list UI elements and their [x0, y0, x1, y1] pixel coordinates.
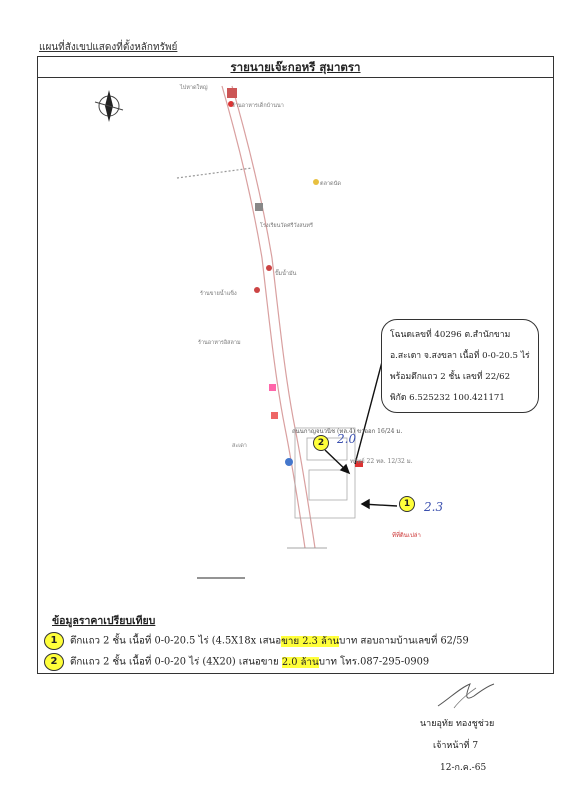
- map-label: สะเดา: [232, 443, 247, 449]
- signature-mark: [430, 678, 500, 714]
- comparison-badge: 2: [44, 653, 64, 671]
- side-road: [177, 168, 252, 178]
- price-highlight: 2.0 ล้าน: [281, 656, 319, 668]
- price-highlight: ขาย 2.3 ล้าน: [281, 635, 340, 647]
- comparison-text: ตึกแถว 2 ชั้น เนื้อที่ 0-0-20 ไร่ (4X20) เสนอขาย: [70, 656, 282, 668]
- callout-line: พร้อมตึกแถว 2 ชั้น เลขที่ 22/62: [390, 372, 511, 382]
- comparison-row-1: [44, 632, 469, 650]
- map-title-bar: [37, 56, 554, 78]
- map-label: ตลาดนัด: [320, 181, 341, 187]
- map-marker-2: 2: [313, 435, 329, 451]
- callout-line: อ.สะเดา จ.สงขลา เนื้อที่ 0-0-20.5 ไร่: [390, 351, 530, 361]
- handwritten-value-2: 2.0: [337, 432, 357, 446]
- comparison-row-2: [44, 653, 429, 671]
- comparison-text: บาท สอบถามบ้านเลขที่ 62/59: [339, 635, 469, 647]
- main-road: [222, 86, 315, 548]
- map-label: ร้านขายน้ำแข็ง: [200, 291, 237, 297]
- map-label: ปั๊มน้ำมัน: [275, 271, 297, 277]
- document-heading: แผนที่สังเขปแสดงที่ตั้งหลักทรัพย์: [39, 42, 178, 53]
- map-label: โรงเรียนวัดศรีวังสนทรี: [260, 223, 313, 229]
- comparison-text: บาท โทร.087-295-0909: [318, 656, 430, 668]
- map-label: ร้านอาหารเด็กบ้านนา: [232, 103, 284, 109]
- comparison-title: ข้อมูลราคาเปรียบเทียบ: [52, 615, 156, 627]
- side-label: ทีที่ดินเปล่า: [392, 532, 421, 539]
- map-label: ร้านอาหารอิสลาม: [198, 340, 241, 346]
- property-callout: [381, 319, 539, 413]
- signer-position: เจ้าหน้าที่ 7: [433, 741, 479, 751]
- map-title: รายนายเจ๊ะกอหรี สุมาตรา: [230, 60, 361, 74]
- comparison-badge: 1: [44, 632, 64, 650]
- side-label: ทรัพย์ 22 ทล. 12/32 ม.: [350, 458, 413, 465]
- compass-icon: [95, 90, 123, 122]
- map-label: ไปหาดใหญ่: [180, 85, 208, 91]
- comparison-text: ตึกแถว 2 ชั้น เนื้อที่ 0-0-20.5 ไร่ (4.5X18x เสนอ: [70, 635, 282, 647]
- map-marker-1: 1: [399, 496, 415, 512]
- callout-line: โฉนดเลขที่ 40296 ต.สำนักขาม: [390, 330, 511, 340]
- signed-date: 12-ก.ค.-65: [440, 763, 487, 773]
- handwritten-value-1: 2.3: [424, 500, 444, 514]
- road-label: ถนนกาญจนวนิช (ทล.4) ขาออก 16/24 ม.: [292, 428, 403, 435]
- signer-name: นายอุทัย ทองชูช่วย: [420, 719, 495, 729]
- callout-line: พิกัด 6.525232 100.421171: [390, 393, 505, 403]
